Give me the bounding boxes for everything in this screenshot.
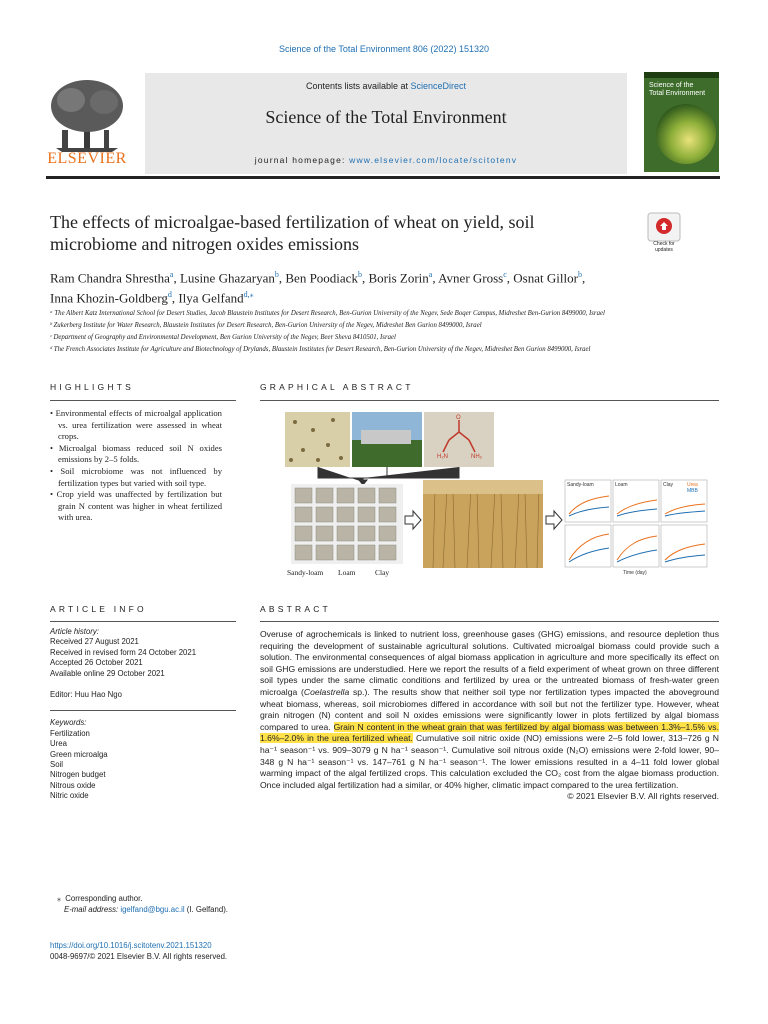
- paper-title: The effects of microalgae-based fertilization of wheat on yield, soil microbiome and nitrogen oxides emissions: [50, 212, 535, 254]
- svg-text:H₂N: H₂N: [437, 454, 448, 460]
- keyword: Nitrogen budget: [50, 770, 106, 780]
- sciencedirect-link[interactable]: ScienceDirect: [410, 81, 467, 91]
- highlights-list: [50, 408, 222, 524]
- author-name[interactable]: Ram Chandra Shrestha: [50, 270, 170, 286]
- panel-label-loam: Loam: [615, 482, 628, 488]
- author-name[interactable]: Boris Zorin: [368, 270, 429, 286]
- article-info-heading: ARTICLE INFO: [50, 604, 147, 614]
- affiliation-d: ᵈ The French Associates Institute for Agriculture and Biotechnology of Drylands, Blaustein Institutes for Desert Research, Ben-Gurion University of the Negev, Midreshet Ben Gurion 8499000, Israel: [50, 346, 591, 353]
- cover-title-line2: Total Environment: [649, 90, 706, 97]
- history-revised: Received in revised form 24 October 2021: [50, 647, 197, 657]
- keyword: Nitric oxide: [50, 791, 89, 801]
- journal-cover-image: [644, 72, 719, 172]
- corresponding-author-label: Corresponding author.: [65, 894, 143, 903]
- graphical-abstract-rule: [260, 400, 719, 401]
- history-accepted: Accepted 26 October 2021: [50, 658, 143, 668]
- panel-label-sandy-loam: Sandy-loam: [567, 482, 594, 488]
- highlight-item: • Soil microbiome was not influenced by fertilization types but varied with soil type.: [50, 465, 222, 488]
- highlight-item: • Environmental effects of microalgal application vs. urea fertilization were assessed in wheat crops.: [50, 408, 222, 442]
- article-info: [50, 627, 250, 802]
- copyright: © 2021 Elsevier B.V. All rights reserved.: [567, 791, 719, 802]
- keyword: Green microalga: [50, 749, 108, 759]
- svg-text:NH₂: NH₂: [471, 454, 482, 460]
- history-online: Available online 29 October 2021: [50, 668, 165, 678]
- issn-copyright: 0048-9697/© 2021 Elsevier B.V. All rights reserved.: [50, 952, 228, 961]
- header-rule: [46, 176, 720, 179]
- keyword: Urea: [50, 739, 67, 749]
- article-info-rule: [50, 621, 236, 622]
- check-for-updates-label: Check for updates: [653, 241, 675, 253]
- highlights-rule: [50, 400, 236, 401]
- affiliations: [50, 308, 720, 356]
- soil-label-loam: Loam: [338, 568, 356, 577]
- author-affiliation-marker[interactable]: a: [428, 270, 433, 279]
- panel-label-clay: Clay: [663, 482, 674, 488]
- author-affiliation-marker[interactable]: d,⁎: [243, 290, 254, 300]
- legend-urea: Urea: [687, 482, 698, 488]
- journal-title: Science of the Total Environment: [265, 107, 507, 127]
- highlight-item: • Crop yield was unaffected by fertilization but grain N content was higher in wheat fertilized with urea.: [50, 489, 222, 523]
- elsevier-logo: [46, 78, 128, 168]
- author-affiliation-marker[interactable]: b: [274, 270, 279, 279]
- email-label: E-mail address:: [64, 905, 121, 914]
- author-list: Ram Chandra Shrestha$^a$, Lusine Ghazaryan$^b$, Ben Poodiack$^b$, Boris Zorin$^a$, Avner Gross$^c$, Osnat Gillor$^b$, Inna Khozin-Goldberg$^d$, Ilya Gelfand$^{d,⁎}$: [50, 270, 586, 306]
- author-affiliation-marker[interactable]: b: [577, 270, 582, 279]
- author-name[interactable]: Inna Khozin-Goldberg: [50, 290, 168, 306]
- graphical-abstract-figure: [283, 410, 723, 580]
- highlighted-sentence: Grain N content in the wheat grain that was fertilized by algal biomass was between 1.3%–1.5% vs. 1.6%–2.0% in the urea fertilized wheat.: [260, 721, 719, 744]
- keyword: Fertilization: [50, 728, 90, 738]
- author-affiliation-marker[interactable]: c: [503, 270, 507, 279]
- author-affiliation-marker[interactable]: d: [167, 290, 172, 300]
- graphical-abstract-heading: GRAPHICAL ABSTRACT: [260, 382, 414, 392]
- author-affiliation-marker[interactable]: b: [357, 270, 362, 279]
- abstract-heading: ABSTRACT: [260, 604, 331, 614]
- keywords-label: Keywords:: [50, 718, 87, 728]
- author-name[interactable]: Ben Poodiack: [285, 270, 358, 286]
- corresponding-footnote: ⁎ Corresponding author. E-mail address: igelfand@bgu.ac.il (I. Gelfand).: [57, 894, 228, 914]
- publisher-name: ELSEVIER: [47, 150, 127, 167]
- journal-homepage: journal homepage: www.elsevier.com/locate/scitotenv: [254, 155, 518, 165]
- journal-reference[interactable]: Science of the Total Environment 806 (2022) 151320: [279, 44, 489, 54]
- history-label: Article history:: [50, 627, 99, 636]
- doi-block: [50, 940, 227, 962]
- doi-link[interactable]: https://doi.org/10.1016/j.scitotenv.2021.151320: [50, 941, 212, 950]
- highlights-heading: HIGHLIGHTS: [50, 382, 134, 392]
- author-affiliation-marker[interactable]: a: [169, 270, 174, 279]
- editor: Editor: Huu Hao Ngo: [50, 690, 122, 700]
- cover-title-line1: Science of the: [649, 82, 694, 89]
- journal-header: [145, 73, 627, 174]
- soil-label-sandy-loam: Sandy-loam: [287, 568, 324, 577]
- affiliation-b: ᵇ Zukerberg Institute for Water Research, Blaustein Institutes for Desert Research, Ben-Gurion University of the Negev, Midreshet Ben Gurion 8499000, Israel: [50, 322, 482, 329]
- author-name[interactable]: Avner Gross: [438, 270, 504, 286]
- highlight-item: • Microalgal biomass reduced soil N oxides emissions by 2–5 folds.: [50, 442, 222, 465]
- x-axis-label: Time (day): [623, 570, 647, 576]
- species-name: Coelastrella: [303, 686, 350, 697]
- abstract-body: Overuse of agrochemicals is linked to nutrient loss, greenhouse gases (GHG) emissions, and resource depletion thus requiring the development of sustainable agricultural solutions. Cultivated microalgal biomass could provide such a solution. The environmental consequences of algal biomass application in agriculture and more specifically its effect on soil GHG emissions are understudied. Here we report the results of a field experiment of wheat grown on three different soil types under the same climatic conditions and fertilized by urea or the untreated biomass of fresh-water green microalga (Coelastrella sp.). The results show that neither soil type nor fertilization types impacted the aboveground wheat biomass, whereas, soil microbiomes differed in accordance with soil but not the fertilizer type. However, wheat grain nitrogen (N) content and soil N oxides emissions were significantly lower in plots fertilized by algal biomass compared to urea. Grain N content in the wheat grain that was fertilized by algal biomass was between 1.3%–1.5% vs. 1.6%–2.0% in the urea fertilized wheat. Cumulative soil nitric oxide (NO) emissions were 2–5 fold lower, 313–726 g N ha⁻¹ season⁻¹ vs. 909–3079 g N ha⁻¹ season⁻¹. Cumulative soil nitrous oxide (N₂O) emissions were 2-fold lower, 90–348 g N ha⁻¹ season⁻¹ vs. 147–761 g N ha⁻¹ season⁻¹. The lower emissions resulted in a 4–11 fold lower global warming impact of the algal fertilized crops. This calculation excluded the CO₂ cost from the algae biomass production. Once included algal fertilization had a similar, or 40% higher, climatic impact compared to the urea fertilization. © 2021 Elsevier B.V. All rights reserved.: [260, 629, 719, 802]
- keyword: Nitrous oxide: [50, 780, 96, 790]
- author-name[interactable]: Osnat Gillor: [513, 270, 578, 286]
- history-received: Received 27 August 2021: [50, 637, 139, 647]
- affiliation-a: ᵃ The Albert Katz International School for Desert Studies, Jacob Blaustein Institutes for Desert Research, Ben-Gurion University of the Negev, Sede Boqer Campus, Midreshet Ben-Gurion 8499000, Israel: [50, 310, 605, 317]
- affiliation-c: ᶜ Department of Geography and Environmental Development, Ben Gurion University of the Negev, Beer Sheva 8410501, Israel: [50, 334, 396, 341]
- check-for-updates-badge[interactable]: [645, 212, 683, 256]
- legend-mbb: MBB: [687, 488, 698, 494]
- email-link[interactable]: igelfand@bgu.ac.il: [120, 905, 185, 914]
- author-name[interactable]: Ilya Gelfand: [178, 290, 244, 306]
- abstract-rule: [260, 621, 719, 622]
- homepage-link[interactable]: www.elsevier.com/locate/scitotenv: [349, 155, 518, 165]
- contents-line: Contents lists available at ScienceDirect: [305, 81, 467, 91]
- keyword: Soil: [50, 760, 64, 770]
- author-name[interactable]: Lusine Ghazaryan: [179, 270, 275, 286]
- soil-label-clay: Clay: [375, 568, 390, 577]
- svg-text:O: O: [456, 415, 461, 421]
